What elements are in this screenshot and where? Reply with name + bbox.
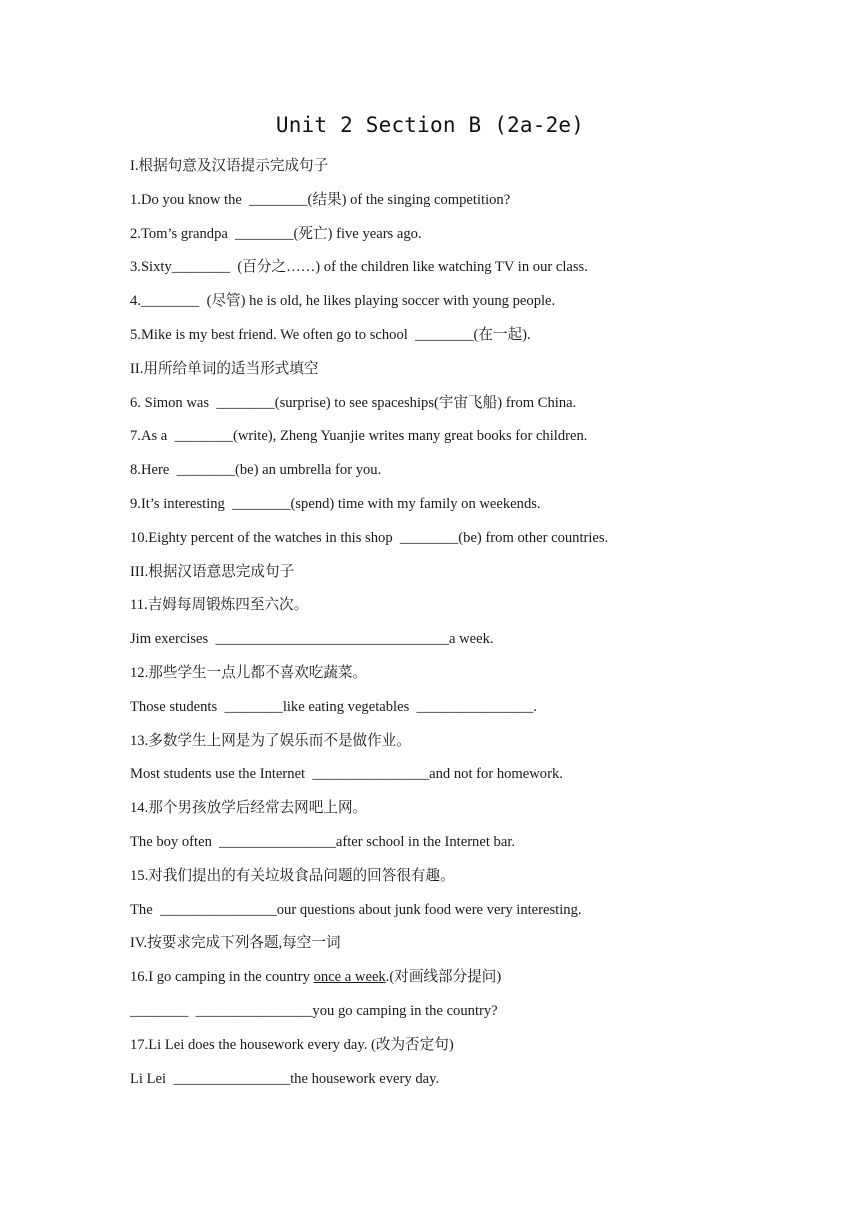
- question-line: 17.Li Lei does the housework every day. (改为否定句): [130, 1036, 454, 1053]
- underlined-phrase: once a week: [313, 969, 386, 986]
- question-line: 7.As a ________(write), Zheng Yuanjie writes many great books for children.: [130, 428, 588, 445]
- question-line: 3.Sixty________ (百分之……) of the children like watching TV in our class.: [130, 259, 588, 276]
- section-heading: IV.按要求完成下列各题,每空一词: [130, 935, 341, 952]
- answer-line: Most students use the Internet ________________and not for homework.: [130, 766, 563, 783]
- question-line: 9.It’s interesting ________(spend) time with my family on weekends.: [130, 495, 541, 512]
- answer-line: The boy often ________________after school in the Internet bar.: [130, 833, 516, 850]
- answer-line: Li Lei ________________the housework every day.: [130, 1070, 440, 1087]
- question-text: 16.I go camping in the country: [130, 969, 314, 986]
- question-line: 1.Do you know the ________(结果) of the singing competition?: [130, 191, 511, 208]
- answer-line: Jim exercises ________________________________a week.: [130, 631, 494, 648]
- question-line: [130, 967, 750, 1001]
- answer-line: ________ ________________you go camping in the country?: [130, 1002, 498, 1019]
- answer-line: The ________________our questions about junk food were very interesting.: [130, 901, 582, 918]
- question-line: 8.Here ________(be) an umbrella for you.: [130, 462, 382, 479]
- question-line: 4.________ (尽管) he is old, he likes playing soccer with young people.: [130, 293, 556, 310]
- question-line: 5.Mike is my best friend. We often go to school ________(在一起).: [130, 326, 531, 343]
- question-prompt: 13.多数学生上网是为了娱乐而不是做作业。: [130, 732, 411, 749]
- answer-line: Those students ________like eating vegetables ________________.: [130, 698, 537, 715]
- question-line: 6. Simon was ________(surprise) to see spaceships(宇宙飞船) from China.: [130, 394, 577, 411]
- question-line: 10.Eighty percent of the watches in this shop ________(be) from other countries.: [130, 529, 609, 546]
- question-prompt: 15.对我们提出的有关垃圾食品问题的回答很有趣。: [130, 867, 455, 884]
- question-prompt: 14.那个男孩放学后经常去网吧上网。: [130, 800, 368, 817]
- section-heading: III.根据汉语意思完成句子: [130, 563, 295, 580]
- page-title: Unit 2 Section B (2a-2e): [275, 113, 585, 137]
- question-instruction: .(对画线部分提问): [385, 969, 502, 986]
- question-prompt: 11.吉姆每周锻炼四至六次。: [130, 597, 309, 614]
- question-line: 2.Tom’s grandpa ________(死亡) five years ago.: [130, 225, 422, 242]
- question-prompt: 12.那些学生一点儿都不喜欢吃蔬菜。: [130, 664, 368, 681]
- exercise-content: [130, 156, 750, 1102]
- section-heading: II.用所给单词的适当形式填空: [130, 360, 319, 377]
- section-heading: I.根据句意及汉语提示完成句子: [130, 158, 329, 174]
